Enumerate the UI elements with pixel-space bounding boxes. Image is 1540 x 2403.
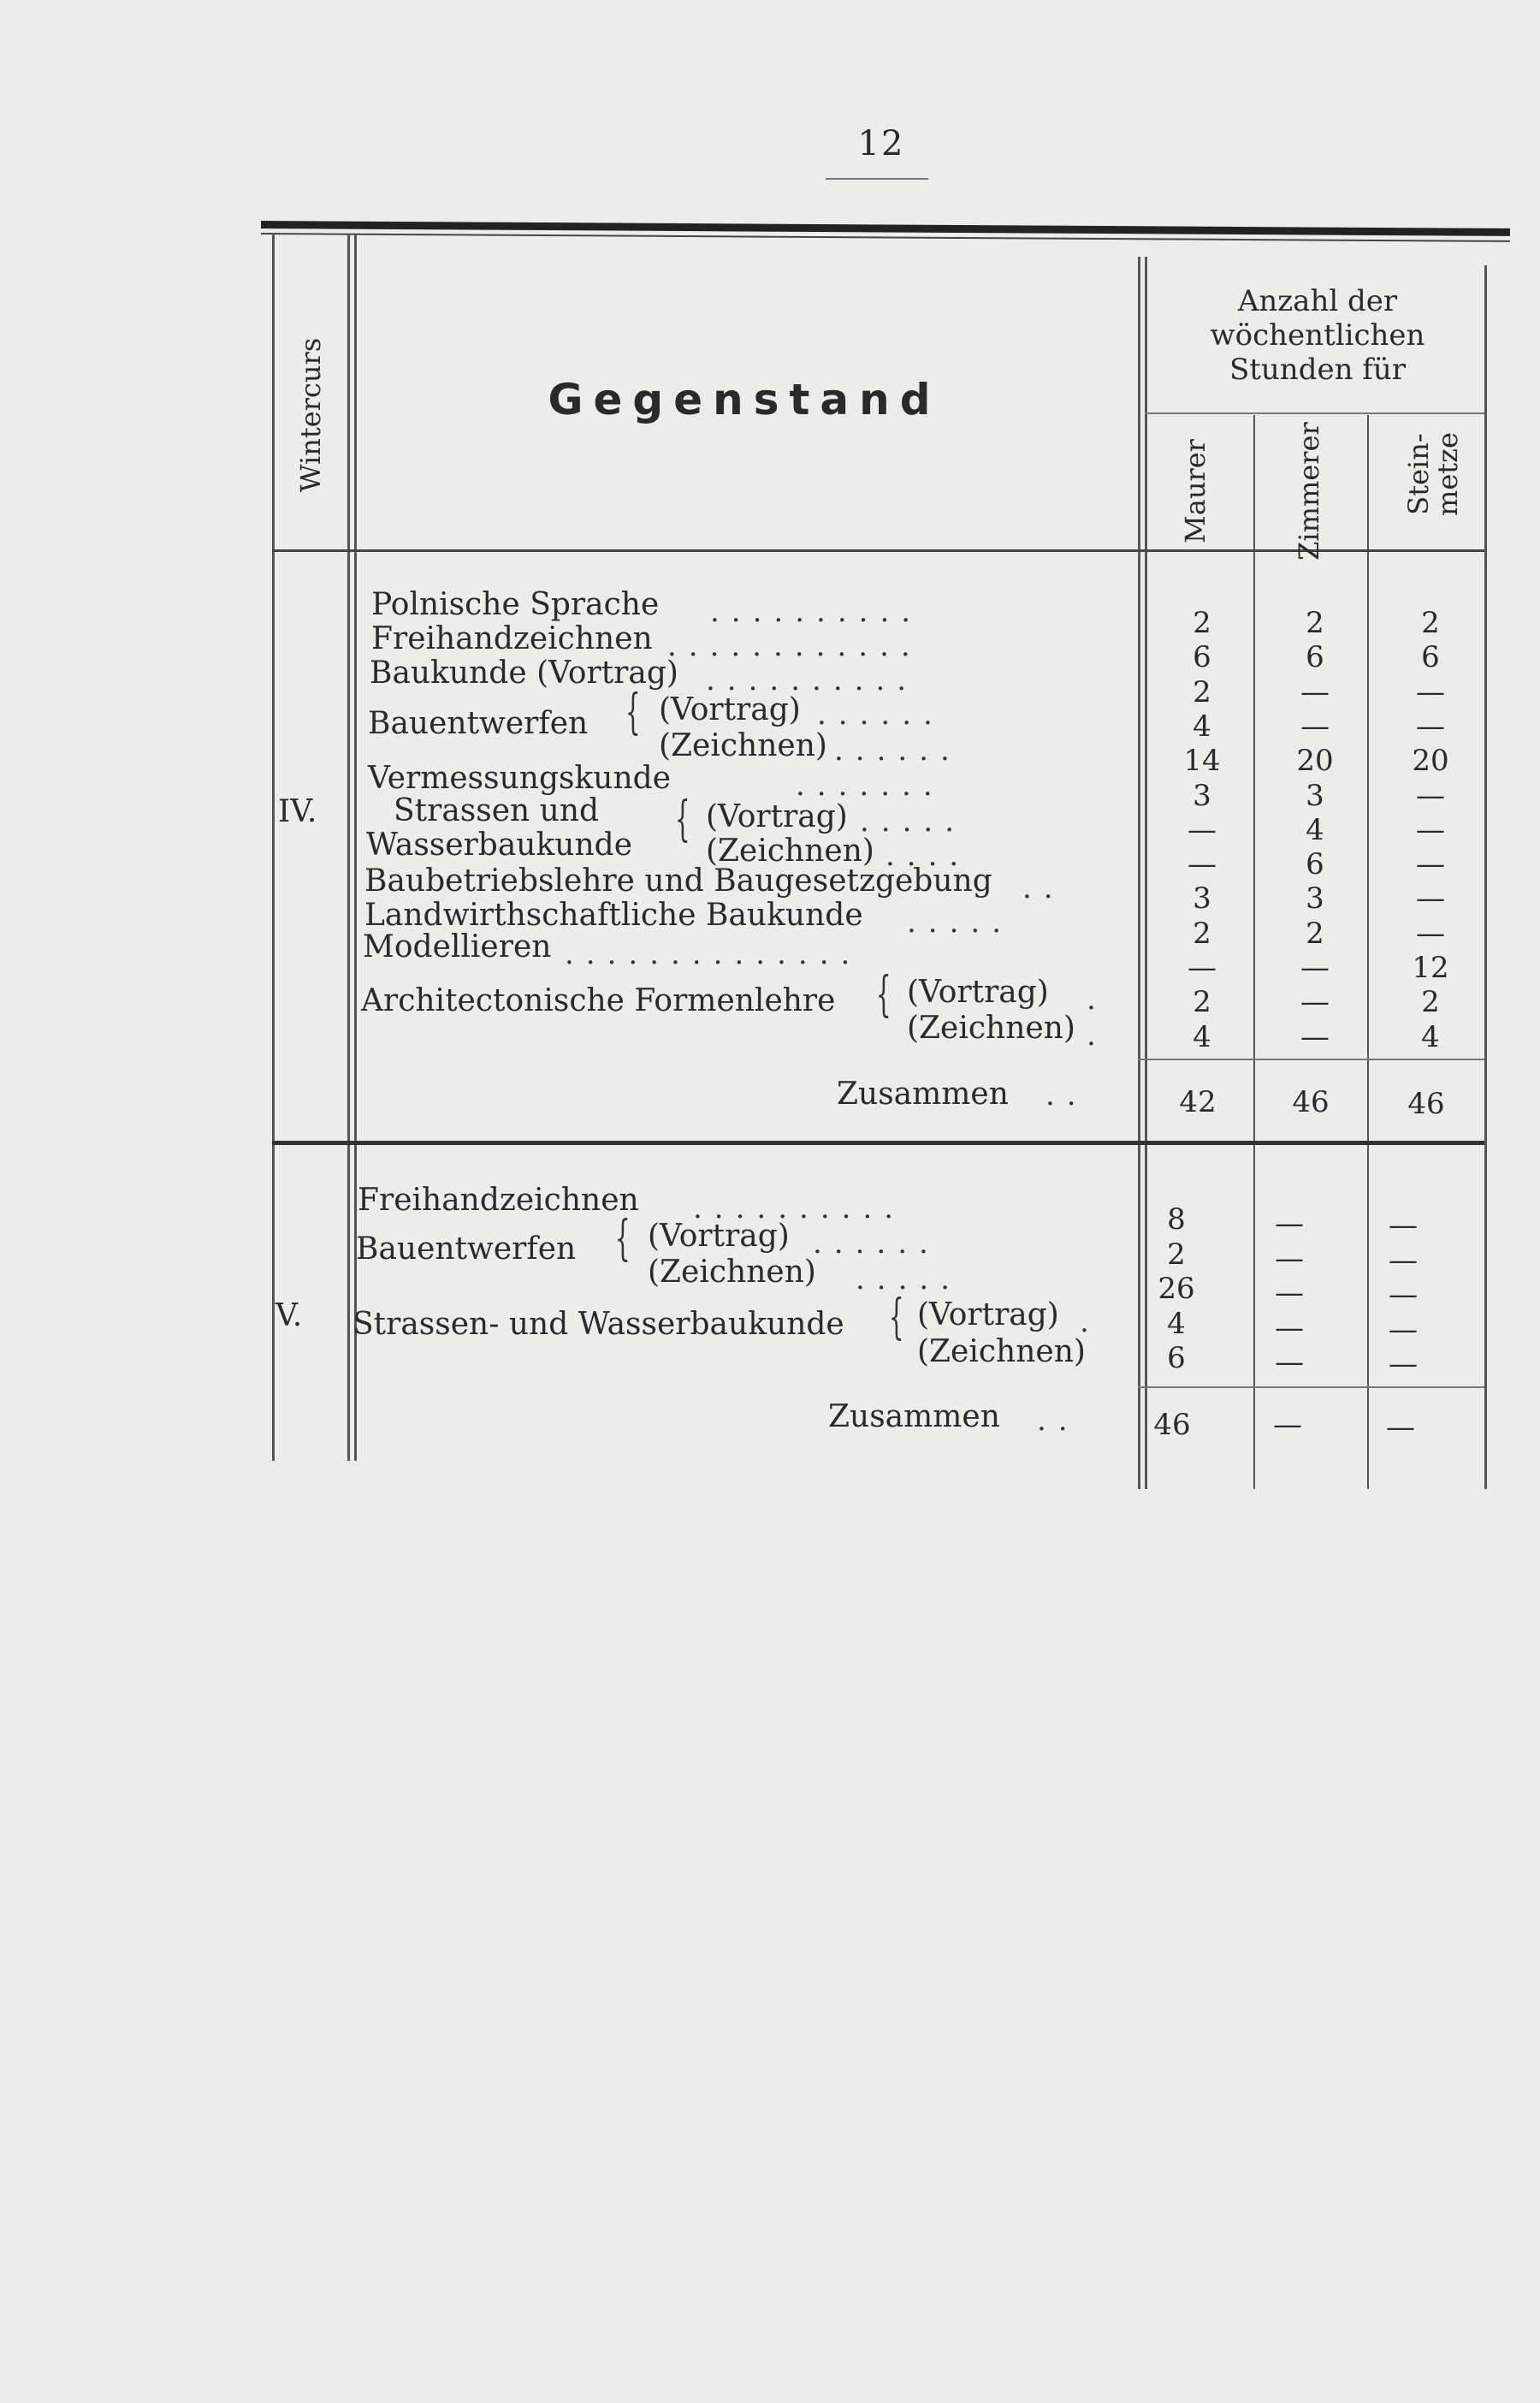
hours-cell: —	[1416, 778, 1445, 813]
hours-cell: 3	[1306, 881, 1324, 917]
c5-subject-strassen-vortrag: (Vortrag)	[917, 1297, 1059, 1332]
hours-cell: 2	[1306, 606, 1324, 640]
subject-architect: Architectonische Formenlehre	[361, 983, 836, 1018]
leader-dots: .....	[860, 804, 967, 839]
wintercurs-header: Wintercurs	[294, 337, 327, 493]
hours-cell: 8	[1167, 1202, 1186, 1237]
leader-dots: .......	[796, 768, 945, 803]
course4-total-maurer: 42	[1179, 1085, 1217, 1119]
col-steinmetze-line-2: metze	[1431, 432, 1464, 516]
col-steinmetze-line-1: Stein-	[1402, 433, 1435, 515]
leader-dots: .	[1080, 1305, 1101, 1339]
subject-baukunde: Baukunde (Vortrag)	[370, 656, 678, 691]
subject-landwirth: Landwirthschaftliche Baukunde	[364, 898, 863, 933]
hours-cell: 4	[1421, 1019, 1440, 1054]
course-label-iv: IV.	[278, 794, 317, 829]
leader-dots: ............	[667, 629, 922, 663]
c5-subject-bauentwerfen: Bauentwerfen	[356, 1231, 577, 1267]
subject-wasserbau: Wasserbaukunde	[366, 828, 633, 863]
hours-cell: —	[1275, 1241, 1304, 1276]
subject-strassen-vortrag: (Vortrag)	[706, 799, 848, 834]
course4-sum-rule	[1138, 1059, 1484, 1060]
course4-total-zimmerer: 46	[1292, 1085, 1330, 1119]
hours-cell: —	[1188, 847, 1217, 882]
anzahl-line-2: wöchentlichen	[1210, 318, 1425, 353]
hours-cell: 26	[1158, 1272, 1195, 1306]
hours-cell: —	[1389, 1243, 1418, 1278]
subject-baubetrieb: Baubetriebslehre und Baugesetzgebung	[364, 863, 992, 899]
leader-dots: ..	[1045, 1078, 1088, 1112]
course-column-divider	[347, 234, 350, 1461]
anzahl-line-1: Anzahl der	[1237, 284, 1398, 318]
hours-cell: 4	[1193, 709, 1211, 744]
subject-freihand: Freihandzeichnen	[371, 621, 653, 656]
hours-cell: 3	[1193, 881, 1211, 917]
subject-strassen-und: Strassen und	[394, 793, 600, 828]
hours-cell: —	[1275, 1276, 1304, 1310]
leader-dots: ......	[817, 697, 945, 732]
brace-strassen: {	[674, 792, 690, 847]
hours-cell: —	[1275, 1345, 1304, 1380]
hours-cell: 2	[1421, 606, 1440, 640]
subject-modellieren: Modellieren	[363, 929, 552, 964]
subject-architect-zeichnen: (Zeichnen)	[907, 1011, 1075, 1046]
c5-subject-strassen: Strassen- und Wasserbaukunde	[352, 1307, 844, 1342]
hours-cell: 3	[1306, 778, 1324, 813]
hours-cell: 4	[1167, 1306, 1186, 1341]
leader-dots: .....	[856, 1262, 962, 1296]
leader-dots: ..........	[706, 663, 919, 697]
course5-zusammen-label: Zusammen	[828, 1399, 1000, 1434]
course-label-v: V.	[275, 1298, 303, 1333]
leader-dots: ..........	[710, 595, 923, 629]
hours-cell: 6	[1193, 640, 1211, 675]
course4-total-steinmetze: 46	[1407, 1087, 1445, 1121]
hours-cell: 14	[1183, 744, 1221, 779]
hours-cell: 3	[1193, 778, 1211, 813]
hours-cell: —	[1275, 1207, 1304, 1241]
subject-polnische: Polnische Sprache	[371, 587, 660, 622]
subject-bauentwerfen-vortrag: (Vortrag)	[659, 692, 801, 727]
hours-cell: 20	[1296, 744, 1334, 779]
col-steinmetze-header	[1404, 389, 1462, 560]
course5-total-maurer: 46	[1153, 1408, 1191, 1442]
leader-dots: .	[1087, 982, 1108, 1017]
subject-bauentwerfen: Bauentwerfen	[368, 706, 589, 741]
hours-cell: —	[1389, 1278, 1418, 1312]
hours-cell: 4	[1306, 812, 1324, 847]
anzahl-header	[1146, 284, 1489, 387]
table-left-border	[272, 233, 275, 1461]
hours-cell: 6	[1306, 640, 1324, 675]
hours-cell: —	[1416, 709, 1445, 744]
hours-cell: 2	[1193, 606, 1211, 640]
hours-cell: —	[1300, 674, 1330, 709]
course-separator-rule	[272, 1141, 1484, 1145]
leader-dots: ....	[886, 839, 971, 873]
leader-dots: ..	[1022, 871, 1065, 905]
hours-cell: —	[1389, 1208, 1418, 1243]
col-maurer-header: Maurer	[1179, 439, 1211, 543]
hours-cell: 2	[1193, 674, 1211, 709]
hours-cell: 4	[1193, 1019, 1211, 1054]
hours-cell: —	[1188, 812, 1217, 847]
hours-cell: —	[1188, 951, 1217, 985]
leader-dots: ......	[813, 1226, 940, 1261]
c5-subject-freihand: Freihandzeichnen	[358, 1183, 639, 1218]
col-zimmerer-header: Zimmerer	[1293, 422, 1325, 561]
hours-cell: —	[1300, 951, 1330, 985]
c5-subject-bauentwerfen-zeichnen: (Zeichnen)	[648, 1255, 816, 1290]
subject-architect-vortrag: (Vortrag)	[907, 975, 1049, 1010]
hours-cell: —	[1416, 916, 1445, 951]
hours-cell: 2	[1167, 1237, 1186, 1272]
hours-cell: —	[1389, 1347, 1418, 1381]
leader-dots: ..	[1037, 1403, 1080, 1438]
brace-architect: {	[875, 967, 891, 1023]
page-number: 12	[857, 124, 905, 163]
course5-total-zimmerer: —	[1273, 1408, 1302, 1442]
hours-cell: —	[1300, 709, 1330, 744]
leader-dots: ..........	[693, 1191, 906, 1225]
subject-vermessung: Vermessungskunde	[368, 761, 672, 796]
subject-strassen-zeichnen: (Zeichnen)	[706, 834, 874, 869]
anzahl-line-3: Stunden für	[1229, 353, 1407, 387]
c5-brace-strassen: {	[888, 1290, 904, 1345]
c5-brace-bauentwerfen: {	[614, 1211, 631, 1267]
leader-dots: .....	[907, 905, 1014, 940]
subject-bauentwerfen-zeichnen: (Zeichnen)	[659, 728, 827, 763]
hours-cell: —	[1300, 1019, 1330, 1054]
leader-dots: .	[1087, 1018, 1108, 1053]
course5-total-steinmetze: —	[1386, 1410, 1415, 1445]
hours-cell: —	[1416, 881, 1445, 917]
leader-dots: ..............	[565, 937, 862, 971]
hours-cell: —	[1416, 812, 1445, 847]
hours-cell: 2	[1193, 985, 1211, 1020]
hours-cell: 6	[1421, 640, 1440, 675]
hours-cell: 2	[1421, 985, 1440, 1020]
table-right-border	[1484, 265, 1487, 1489]
gegenstand-header: Gegenstand	[548, 375, 941, 424]
hours-cell: —	[1416, 847, 1445, 882]
hours-cell: 20	[1412, 744, 1449, 779]
hours-cell: —	[1300, 985, 1330, 1020]
brace-bauentwerfen: {	[625, 685, 641, 740]
course5-sum-rule	[1138, 1386, 1484, 1388]
hours-cell: 2	[1193, 916, 1211, 951]
hours-cell: —	[1275, 1310, 1304, 1345]
hours-cell: 6	[1306, 847, 1324, 882]
c5-subject-strassen-zeichnen: (Zeichnen)	[917, 1334, 1086, 1369]
hours-cell: 6	[1167, 1341, 1186, 1375]
course4-zusammen-label: Zusammen	[837, 1077, 1009, 1112]
hours-cell: 12	[1412, 951, 1449, 985]
c5-subject-bauentwerfen-vortrag: (Vortrag)	[648, 1219, 790, 1254]
course-column-divider-2	[354, 234, 357, 1461]
hours-cell: —	[1389, 1312, 1418, 1347]
hours-cell: —	[1416, 674, 1445, 709]
hours-cell: 2	[1306, 916, 1324, 951]
leader-dots: ......	[834, 733, 962, 768]
